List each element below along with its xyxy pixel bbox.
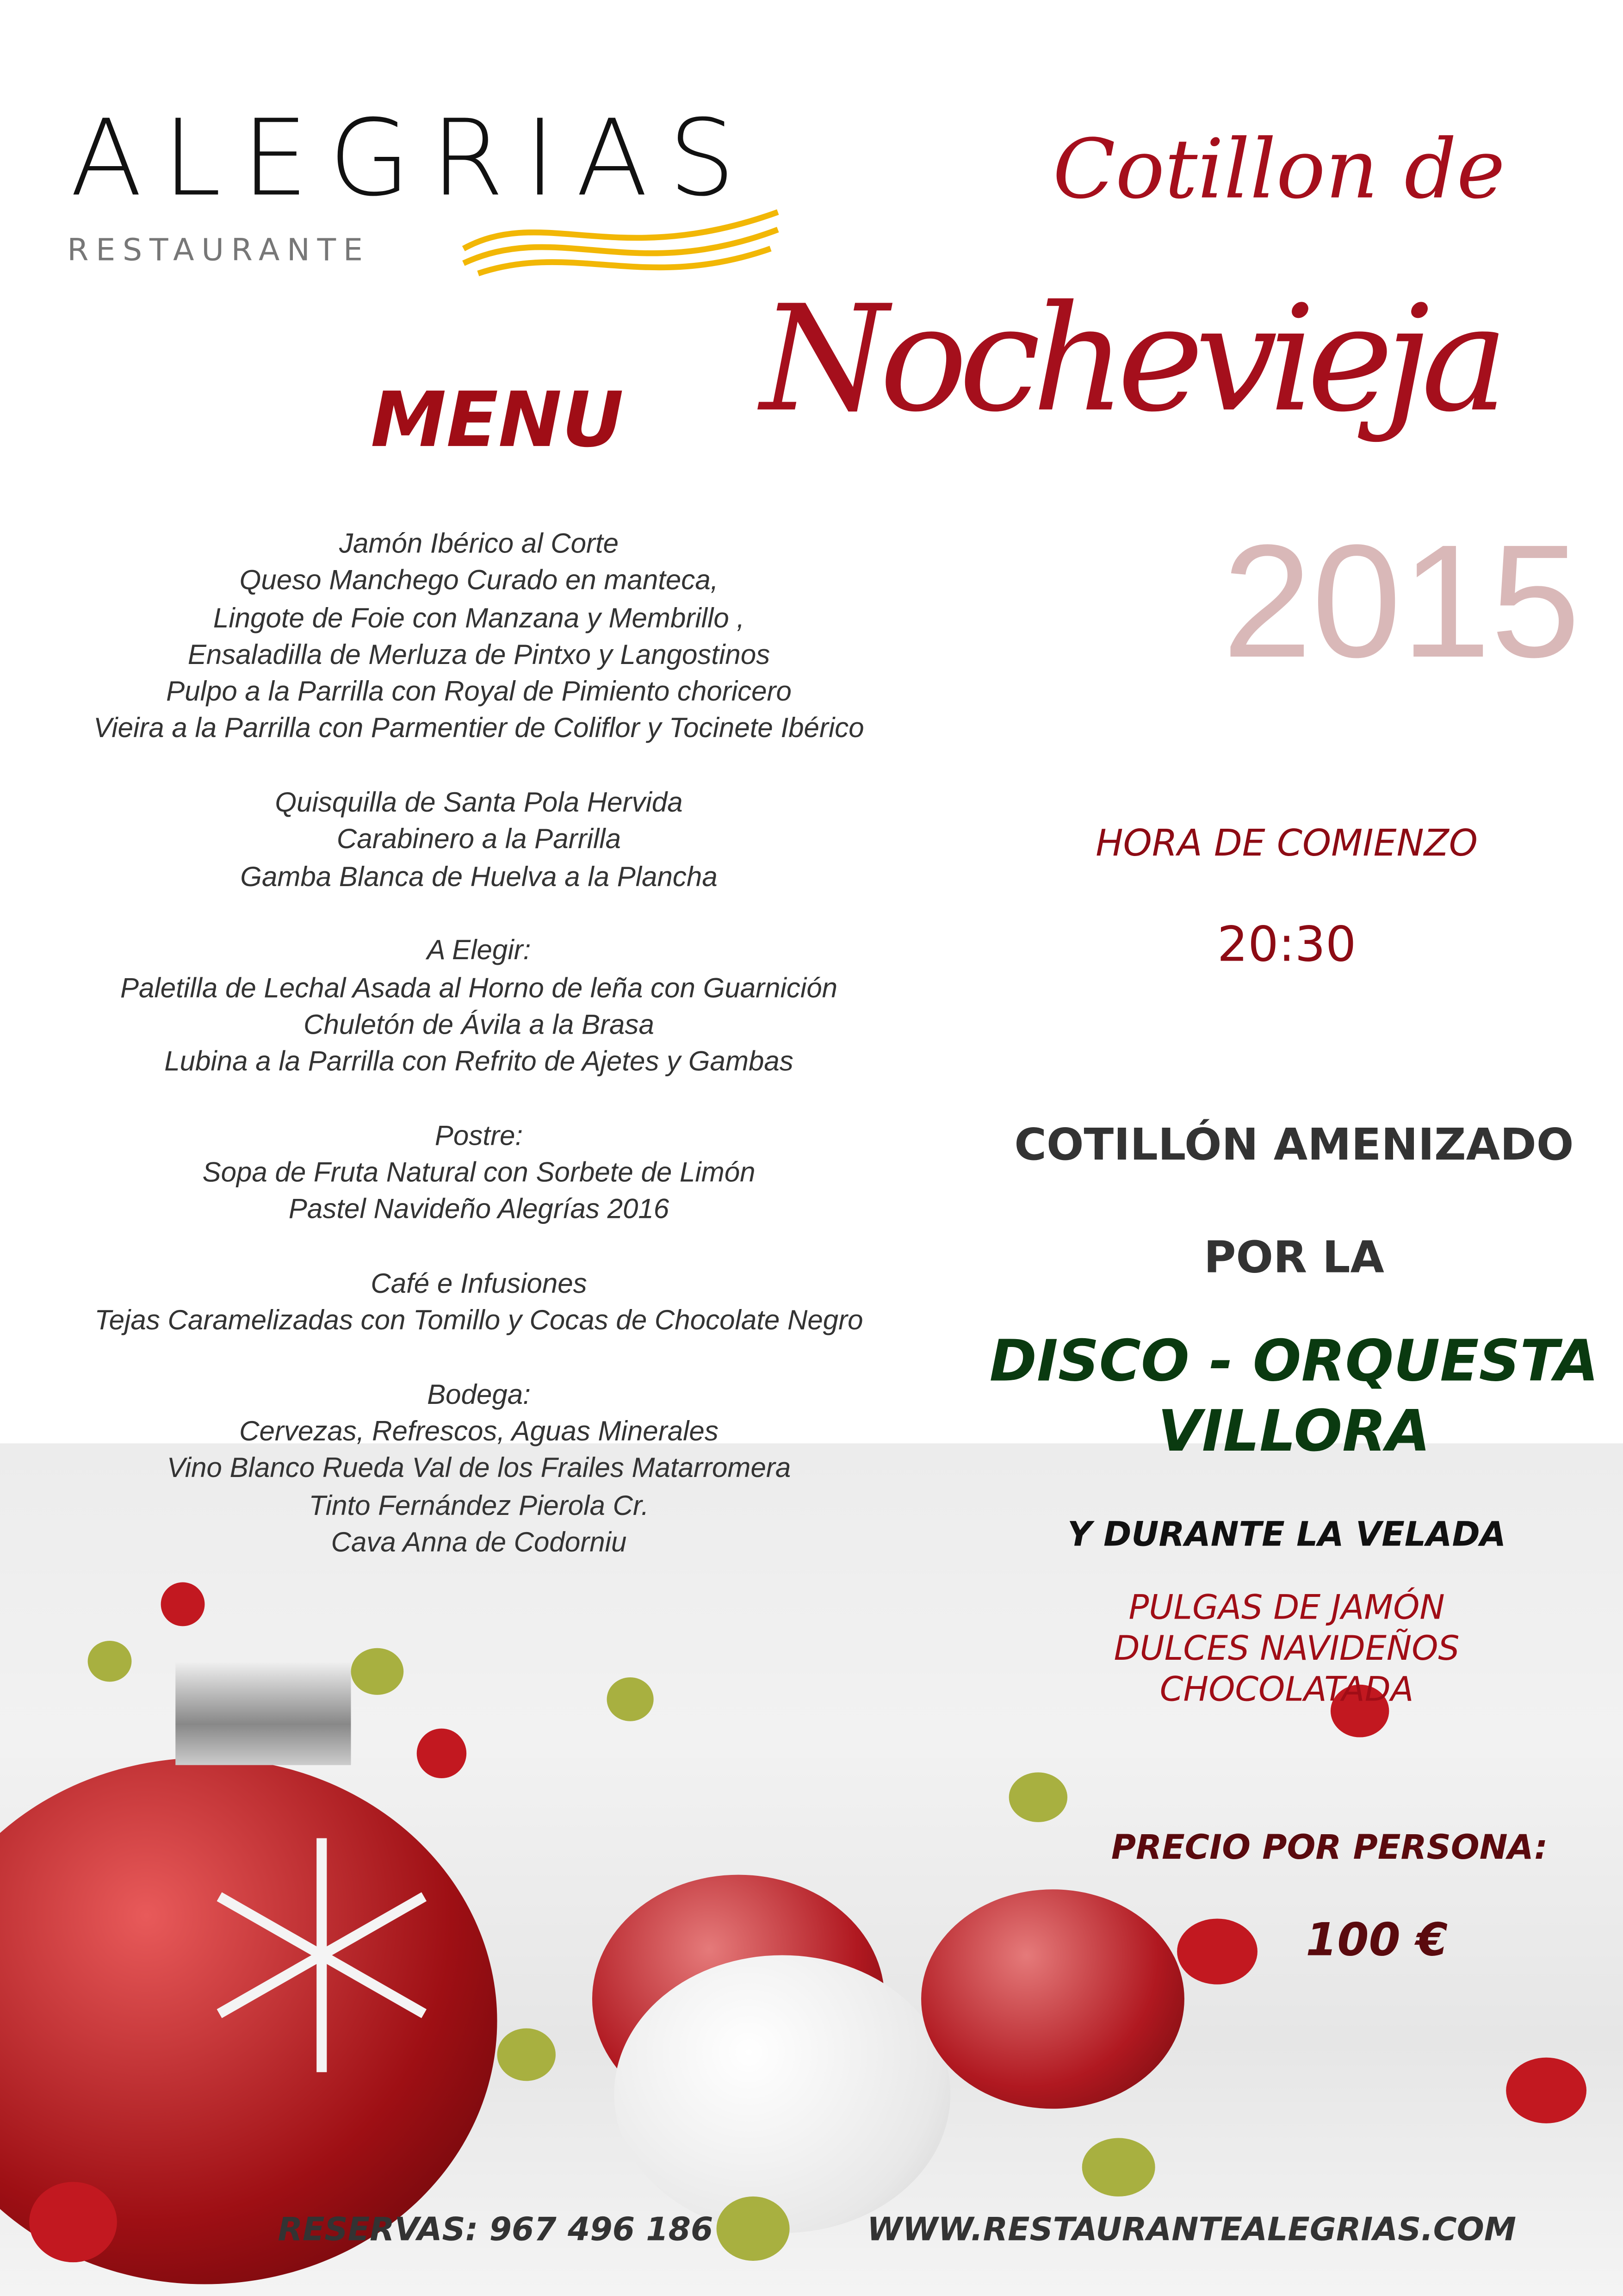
extra-item: DULCES NAVIDEÑOS <box>1114 1630 1460 1669</box>
group-spacer <box>0 896 958 933</box>
group-spacer <box>0 748 958 785</box>
berry-icon <box>607 1677 654 1721</box>
christmas-ornaments-photo <box>0 1443 1623 2296</box>
menu-list <box>0 527 958 1563</box>
berry-icon <box>161 1582 205 1626</box>
durante-text: Y DURANTE LA VELADA <box>1067 1516 1506 1555</box>
menu-item: Lingote de Foie con Manzana y Membrillo , <box>213 603 745 634</box>
menu-item: Pastel Navideño Alegrías 2016 <box>288 1195 669 1226</box>
berry-icon <box>1506 2058 1586 2123</box>
cotillon-text: COTILLÓN AMENIZADO <box>1014 1120 1574 1172</box>
menu-item: Tinto Fernández Pierola Cr. <box>309 1491 649 1522</box>
berry-icon <box>29 2182 117 2262</box>
menu-item: Chuletón de Ávila a la Brasa <box>304 1010 654 1041</box>
group-spacer <box>0 1340 958 1378</box>
menu-item: Cava Anna de Codorniu <box>331 1528 627 1559</box>
menu-item: Tejas Caramelizadas con Tomillo y Cocas de Chocolate Negro <box>94 1306 863 1337</box>
website-link[interactable]: WWW.RESTAURANTEALEGRIAS.COM <box>867 2212 1517 2249</box>
price-label: PRECIO POR PERSONA: <box>1111 1829 1548 1868</box>
snowflake-icon <box>190 1824 453 2087</box>
menu-item: Jamón Ibérico al Corte <box>339 529 619 560</box>
start-time: 20:30 <box>1217 915 1357 973</box>
reservations-phone: RESERVAS: 967 496 186 <box>278 2212 713 2249</box>
band-name <box>979 1328 1608 1468</box>
title-nochevieja: Nochevieja <box>760 273 1500 445</box>
white-ornament-icon <box>614 1955 950 2233</box>
berry-icon <box>1177 1918 1258 1984</box>
logo-subtitle: RESTAURANTE <box>67 232 370 268</box>
berry-icon <box>497 2028 556 2081</box>
menu-item: Vieira a la Parrilla con Parmentier de Coliflor y Tocinete Ibérico <box>93 714 864 745</box>
menu-item: Pulpo a la Parrilla con Royal de Pimiento choricero <box>166 677 792 708</box>
berry-icon <box>417 1729 466 1778</box>
berry-icon <box>351 1648 403 1695</box>
logo-wave-icon <box>456 198 785 285</box>
band-line-2: VILLORA <box>1158 1399 1431 1465</box>
menu-item: Ensaladilla de Merluza de Pintxo y Langostinos <box>187 640 770 671</box>
menu-item: Bodega: <box>427 1380 531 1411</box>
menu-item: Gamba Blanca de Huelva a la Plancha <box>240 862 718 893</box>
menu-item: Lubina a la Parrilla con Refrito de Ajetes y Gambas <box>164 1047 793 1078</box>
berry-icon <box>717 2197 790 2261</box>
extra-item: PULGAS DE JAMÓN <box>1128 1589 1445 1628</box>
start-time-label: HORA DE COMIENZO <box>1096 822 1478 864</box>
menu-item: Café e Infusiones <box>371 1269 587 1300</box>
band-line-1: DISCO - ORQUESTA <box>989 1329 1599 1396</box>
menu-item: Sopa de Fruta Natural con Sorbete de Limón <box>202 1158 756 1189</box>
extra-item: CHOCOLATADA <box>1159 1671 1414 1710</box>
group-spacer <box>0 1229 958 1266</box>
menu-item: Vino Blanco Rueda Val de los Frailes Matarromera <box>167 1454 791 1485</box>
menu-item: Paletilla de Lechal Asada al Horno de leña con Guarnición <box>120 973 838 1004</box>
extras-list <box>979 1588 1593 1711</box>
berry-icon <box>1082 2138 1155 2197</box>
menu-item: Queso Manchego Curado en manteca, <box>239 566 719 597</box>
menu-item: Cervezas, Refrescos, Aguas Minerales <box>239 1417 719 1448</box>
red-ornament-icon <box>921 1889 1184 2109</box>
logo-wordmark: ALEGRIAS <box>70 96 756 220</box>
title-cotillon: Cotillon de <box>1053 123 1505 218</box>
menu-item: Quisquilla de Santa Pola Hervida <box>275 788 683 819</box>
ornament-cap-icon <box>175 1663 351 1765</box>
berry-icon <box>88 1641 132 1682</box>
por-la-text: POR LA <box>1203 1233 1384 1284</box>
title-year: 2015 <box>1222 512 1580 692</box>
menu-item: A Elegir: <box>427 936 531 967</box>
berry-icon <box>1009 1772 1067 1822</box>
price-value: 100 € <box>1306 1914 1448 1967</box>
menu-item: Carabinero a la Parrilla <box>336 825 621 856</box>
menu-heading: MENU <box>371 377 624 465</box>
group-spacer <box>0 1081 958 1118</box>
menu-item: Postre: <box>434 1121 523 1152</box>
